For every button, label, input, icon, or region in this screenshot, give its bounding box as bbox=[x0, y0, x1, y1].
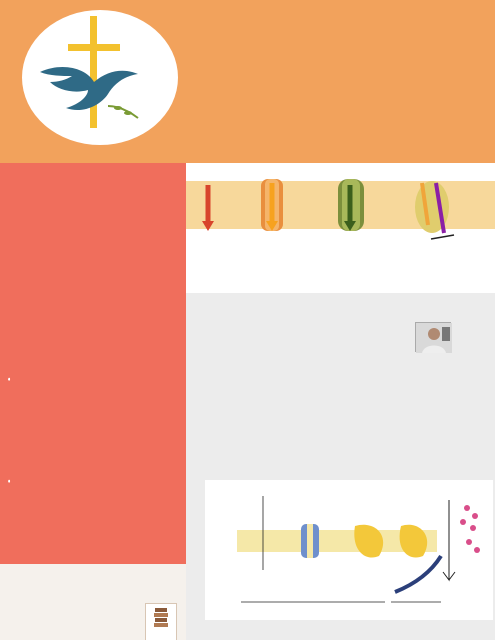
olive-branch bbox=[108, 106, 138, 118]
author-photo bbox=[415, 322, 451, 352]
footer-panel bbox=[0, 564, 186, 640]
atp-arrow bbox=[431, 235, 454, 239]
transport-types-list bbox=[8, 376, 184, 377]
book-stack-icon bbox=[146, 604, 176, 632]
transport-comparison-illustration bbox=[205, 480, 493, 620]
dove-cross-logo bbox=[22, 10, 178, 145]
gradient-arrow bbox=[443, 500, 455, 580]
cross-vertical bbox=[90, 16, 97, 128]
transport-types-diagram bbox=[186, 163, 495, 293]
header bbox=[0, 0, 495, 163]
profile-panel bbox=[0, 163, 186, 349]
cross-horizontal bbox=[68, 44, 120, 51]
active-carrier-protein bbox=[400, 525, 428, 558]
dove-shape bbox=[40, 67, 138, 110]
volume-factors-list bbox=[8, 478, 184, 479]
topics-panel bbox=[0, 349, 186, 564]
passive-active-transport-diagram bbox=[205, 480, 493, 620]
membrane-transport-illustration bbox=[186, 163, 495, 293]
energy-arrow bbox=[395, 556, 441, 592]
carrier-protein bbox=[354, 525, 383, 558]
portrait-icon bbox=[416, 323, 452, 353]
brand-logo bbox=[145, 603, 177, 640]
